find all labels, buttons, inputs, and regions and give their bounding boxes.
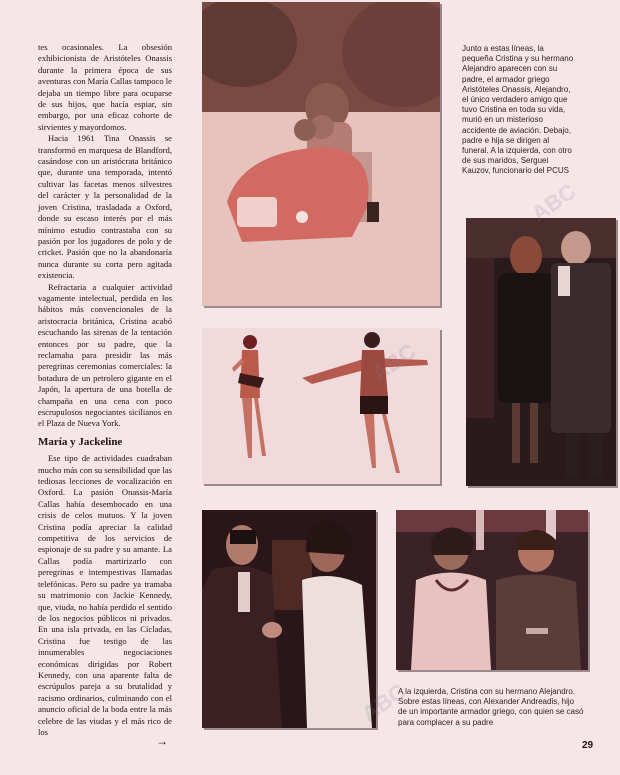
article-column [38,42,172,738]
photo-dancers [202,328,440,484]
photo-couple-conversation [202,510,376,728]
article-paragraph: Refractaria a cualquier actividad vagamente intelectual, perdida en los hábitos más convencionales de la aristocracia británica, Cristina acabó escuchando las sirenas de la tentación entonces por su padre, que la reclamaba para presidir las más peregrinas ceremonias comerciales: la botadura de un petrolero gigante en el Japón, la apertura de una botella de champaña en una cena con poco escrupulosos negociantes sicilianos en el Plaza de Nueva York. [38,281,172,429]
watermark: ABC [526,178,581,227]
photo-father-daughter-funeral [466,218,616,486]
article-paragraph: Hacia 1961 Tina Onassis se transformó en marquesa de Blandford, casándose con un aristócrata británico que, durante una temporada, intentó cultivar las facetas menos silvestres del carácter y la personalidad de la joven Cristina, trasladada a Oxford, donde su escaso interés por el más mínimo estudio contrastaba con su pasión por los jugadores de polo y de cricket. Pasión que no la abandonaría nunca durante su corta pero agitada existencia. [38,133,172,281]
caption-bottom-right: A la izquierda, Cristina con su hermano Alejandro. Sobre estas líneas, con Alexander Andreadis, hijo de un importante armador griego, con quien se casó para complacer a su padre [398,687,584,727]
article-paragraph: Ese tipo de actividades cuadraban mucho más con su sensibilidad que las tediosas lecciones de vocalización en Oxford. La pasión Onassis-María Callas había desembocado en una crisis de celos mutuos. Y la joven Cristina podía apreciar la calidad competitiva de los servicios de espionaje de su padre y su amante. La Callas podía martirizarlo con peregrinas e intempestivas llamadas telefónicas. Pero su padre ya tramaba su matrimonio con Jackie Kennedy, que, viuda, no había perdido el sentido de los negocios públicos ni privados. En una isla privada, en las Cícladas, Cristina fue testigo de las innumerables negociaciones económicas dirigidas por Robert Kennedy, con una aparente falta de escrúpulos pareja a su brutalidad y racismo ordinarios, culminando con el anuncio oficial de la boda entre la más celebre de las viudas y el más rico de los [38,453,172,737]
page-number: 29 [582,740,594,751]
watermark: ABC [356,678,411,727]
caption-top-right: Junto a estas líneas, la pequeña Cristina y su hermano Alejandro aparecen con su padre, el armador griego Aristóteles Onassis, Alejandro, el único verdadero amigo que tuvo Cristina en toda su vida, murió en un misterioso accidente de aviación. Debajo, padre e hija se dirigen al funeral. A la izquierda, con otro de sus maridos, Serguei Kauzov, funcionario del PCUS [462,44,574,176]
section-heading: María y Jackeline [38,435,123,448]
photo-family-toy-car [202,2,440,306]
article-paragraph: tes ocasionales. La obsesión exhibicionista de Aristóteles Onassis durante la primera época de sus aventuras con María Callas tampoco le dejaba un tiempo libre para ocuparse de sus hijos, que hacía espiar, sin embargo, por una eficaz cohorte de sirvientes y mayordomos. [38,42,172,132]
continue-arrow-icon: → [156,734,168,748]
photo-cristina-andreadis [396,510,588,670]
